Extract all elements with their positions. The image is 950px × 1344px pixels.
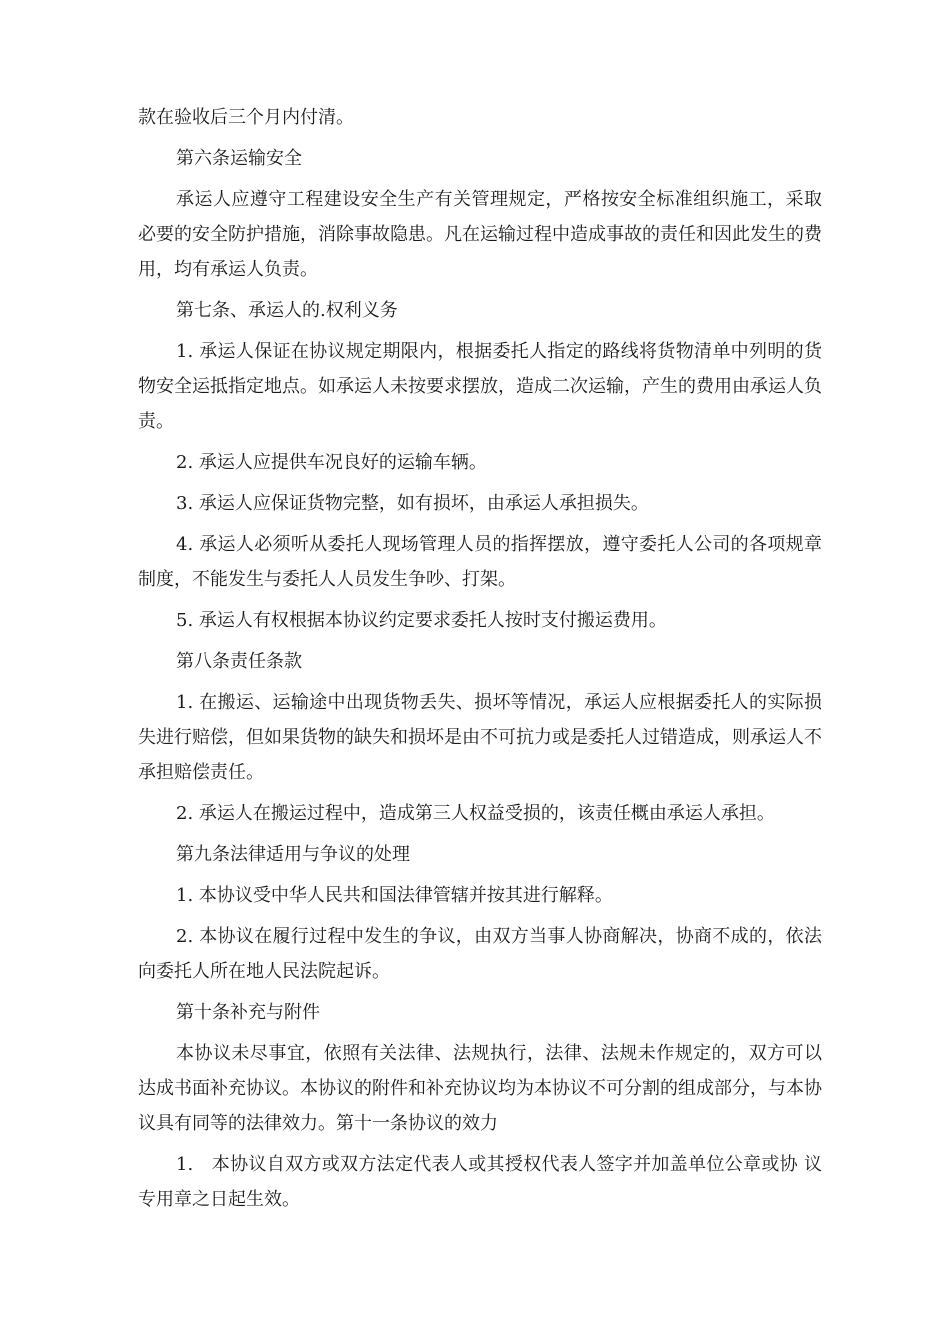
clause-7-4: 4. 承运人必须听从委托人现场管理人员的指挥摆放，遵守委托人公司的各项规章制度，不能发生与委托人人员发生争吵、打架。 bbox=[138, 534, 822, 590]
clause-11-1: 1. 本协议自双方或双方法定代表人或其授权代表人签字并加盖单位公章或协 议专用章之日起生效。 bbox=[138, 1154, 822, 1210]
clause-9-1: 1. 本协议受中华人民共和国法律管辖并按其进行解释。 bbox=[176, 885, 613, 906]
document-body bbox=[138, 100, 822, 1223]
paragraph-transport-safety: 承运人应遵守工程建设安全生产有关管理规定，严格按安全标准组织施工，采取必要的安全防护措施，消除事故隐患。凡在运输过程中造成事故的责任和因此发生的费用，均有承运人负责。 bbox=[138, 189, 822, 280]
section-heading-article-8: 第八条责任条款 bbox=[176, 651, 302, 672]
section-heading-article-6: 第六条运输安全 bbox=[176, 148, 302, 169]
clause-7-1: 1. 承运人保证在协议规定期限内，根据委托人指定的路线将货物清单中列明的货物安全运抵指定地点。如承运人未按要求摆放，造成二次运输，产生的费用由承运人负责。 bbox=[138, 341, 822, 432]
clause-9-2: 2. 本协议在履行过程中发生的争议，由双方当事人协商解决，协商不成的，依法向委托人所在地人民法院起诉。 bbox=[138, 926, 822, 982]
clause-8-2: 2. 承运人在搬运过程中，造成第三人权益受损的，该责任概由承运人承担。 bbox=[176, 803, 775, 824]
paragraph-supplement: 本协议未尽事宜，依照有关法律、法规执行，法律、法规未作规定的，双方可以达成书面补充协议。本协议的附件和补充协议均为本协议不可分割的组成部分，与本协议具有同等的法律效力。第十一条协议的效力 bbox=[138, 1043, 822, 1134]
paragraph-payment-continuation: 款在验收后三个月内付清。 bbox=[138, 107, 354, 128]
clause-7-5: 5. 承运人有权根据本协议约定要求委托人按时支付搬运费用。 bbox=[176, 610, 667, 631]
section-heading-article-9: 第九条法律适用与争议的处理 bbox=[176, 844, 410, 865]
clause-7-3: 3. 承运人应保证货物完整，如有损坏，由承运人承担损失。 bbox=[176, 493, 649, 514]
section-heading-article-7: 第七条、承运人的.权利义务 bbox=[176, 300, 398, 321]
clause-7-2: 2. 承运人应提供车况良好的运输车辆。 bbox=[176, 452, 487, 473]
section-heading-article-10: 第十条补充与附件 bbox=[176, 1002, 320, 1023]
clause-8-1: 1. 在搬运、运输途中出现货物丢失、损坏等情况，承运人应根据委托人的实际损失进行赔偿，但如果货物的缺失和损坏是由不可抗力或是委托人过错造成，则承运人不承担赔偿责任。 bbox=[138, 692, 822, 783]
